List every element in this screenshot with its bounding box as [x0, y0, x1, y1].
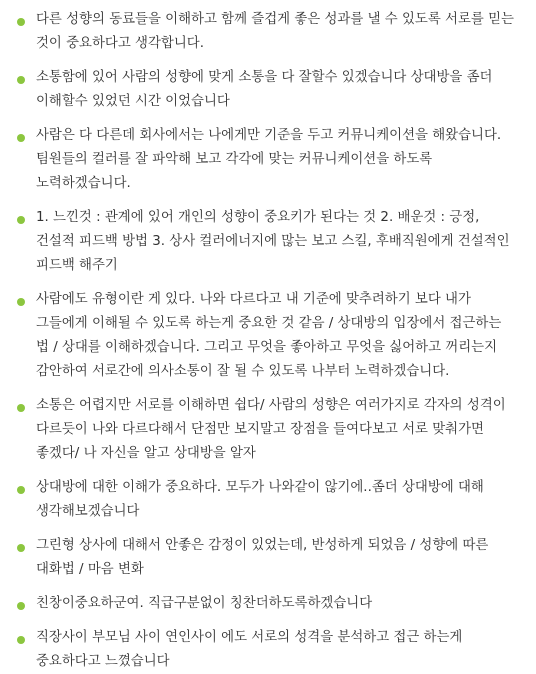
- list-item: [16, 206, 516, 278]
- list-item: [16, 476, 516, 524]
- list-item: [16, 394, 516, 466]
- list-item: [16, 66, 516, 114]
- list-item: [16, 8, 516, 56]
- response-text: 소통함에 있어 사람의 성향에 맞게 소통을 다 잘할수 있겠습니다 상대방을 좀더 이해할수 있었던 시간 이었습니다: [36, 70, 493, 109]
- bullet-icon: [17, 134, 25, 142]
- bullet-icon: [17, 544, 25, 552]
- response-text: 직장사이 부모님 사이 연인사이 에도 서로의 성격을 분석하고 접근 하는게 중요하다고 느꼈습니다: [36, 630, 463, 669]
- bullet-icon: [17, 298, 25, 306]
- response-text: 사람은 다 다른데 회사에서는 나에게만 기준을 두고 커뮤니케이션을 해왔습니다. 팀원들의 컬러를 잘 파악해 보고 각각에 맞는 커뮤니케이션을 하도록 노력하겠습니다.: [36, 128, 502, 191]
- bullet-icon: [17, 18, 25, 26]
- response-text: 상대방에 대한 이해가 중요하다. 모두가 나와같이 않기에..좀더 상대방에 대해 생각해보겠습니다: [36, 480, 484, 519]
- bullet-icon: [17, 602, 25, 610]
- response-text: 그린형 상사에 대해서 안좋은 감정이 있었는데, 반성하게 되었음 / 성향에 따른 대화법 / 마음 변화: [36, 538, 489, 577]
- list-item: [16, 534, 516, 582]
- bullet-icon: [17, 636, 25, 644]
- list-item: [16, 592, 516, 616]
- list-item: [16, 124, 516, 196]
- list-item: [16, 288, 516, 384]
- bullet-icon: [17, 76, 25, 84]
- response-text: 1. 느낀것 : 관계에 있어 개인의 성향이 중요키가 된다는 것 2. 배운것 : 긍정, 건설적 피드백 방법 3. 상사 컬러에너지에 많는 보고 스킬, 후배직원에게 건설적인 피드백 해주기: [36, 210, 510, 273]
- bullet-icon: [17, 404, 25, 412]
- response-text: 소통은 어렵지만 서로를 이해하면 쉽다/ 사람의 성향은 여러가지로 각자의 성격이 다르듯이 나와 다르다해서 단점만 보지말고 장점을 들여다보고 서로 맞춰가면 좋겠다/ 나 자신을 알고 상대방을 알자: [36, 398, 506, 461]
- bullet-icon: [17, 486, 25, 494]
- list-item: [16, 626, 516, 674]
- response-text: 친창이중요하군여. 직급구분없이 칭찬더하도록하겠습니다: [36, 596, 373, 611]
- response-text: 다른 성향의 동료들을 이해하고 함께 즐겁게 좋은 성과를 낼 수 있도록 서로를 믿는 것이 중요하다고 생각합니다.: [36, 12, 514, 51]
- bullet-icon: [17, 216, 25, 224]
- response-text: 사람에도 유형이란 게 있다. 나와 다르다고 내 기준에 맞추려하기 보다 내가 그들에게 이해될 수 있도록 하는게 중요한 것 같음 / 상대방의 입장에서 접근하는 법 / 상대를 이해하겠습니다. 그리고 무엇을 좋아하고 무엇을 싫어하고 꺼리는지 감안하여 서로간에 의사소통이 잘 될 수 있도록 나부터 노력하겠습니다.: [36, 292, 502, 379]
